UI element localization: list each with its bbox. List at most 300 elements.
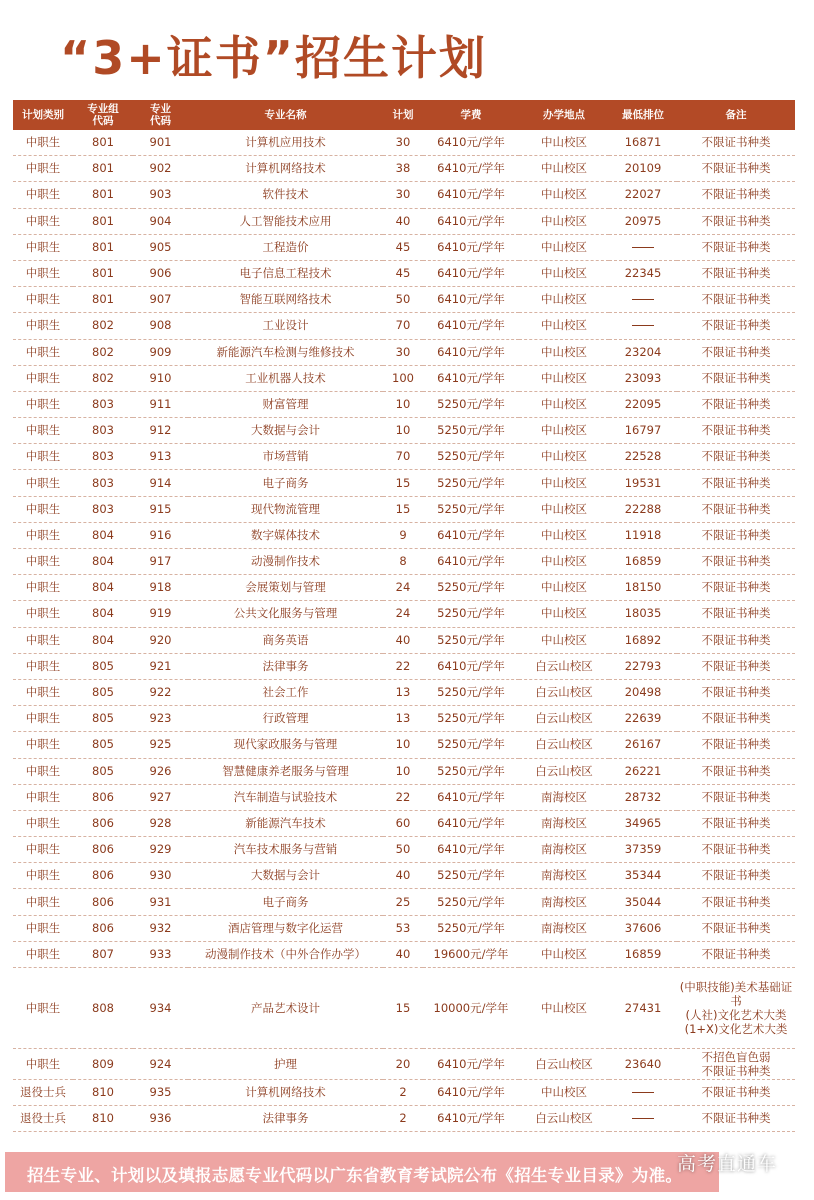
table-row [13,732,795,758]
cell-col-campus: 南海校区 [519,837,609,863]
table-row [13,549,795,575]
cell-col-category: 中职生 [13,260,73,286]
cell-col-category: 中职生 [13,156,73,182]
cell-col-plan: 10 [383,391,423,417]
cell-col-min-rank: 22095 [609,391,677,417]
cell-col-category: 中职生 [13,706,73,732]
cell-col-plan: 10 [383,732,423,758]
cell-col-remarks: 不限证书种类 [677,653,795,679]
table-row [13,156,795,182]
cell-col-major-name: 电子商务 [188,889,383,915]
cell-col-min-rank: 18035 [609,601,677,627]
cell-col-major-code: 935 [133,1080,188,1106]
cell-col-group-code: 803 [73,470,133,496]
cell-col-category: 中职生 [13,522,73,548]
table-row [13,679,795,705]
cell-col-campus: 中山校区 [519,208,609,234]
cell-col-major-name: 酒店管理与数字化运营 [188,915,383,941]
cell-col-major-name: 计算机网络技术 [188,156,383,182]
cell-col-category: 退役士兵 [13,1106,73,1132]
cell-col-campus: 中山校区 [519,287,609,313]
table-body [13,130,795,1132]
cell-col-tuition: 5250元/学年 [423,391,519,417]
cell-col-tuition: 5250元/学年 [423,575,519,601]
cell-col-group-code: 806 [73,889,133,915]
cell-col-plan: 40 [383,863,423,889]
footer-banner [5,1152,719,1192]
cell-col-category: 中职生 [13,732,73,758]
page-title: “3+证书”招生计划 [60,31,488,85]
cell-col-category: 中职生 [13,863,73,889]
cell-col-major-code: 913 [133,444,188,470]
cell-col-group-code: 803 [73,418,133,444]
cell-col-campus: 白云山校区 [519,706,609,732]
cell-col-tuition: 5250元/学年 [423,679,519,705]
cell-col-min-rank [609,234,677,260]
cell-col-group-code: 809 [73,1049,133,1080]
cell-col-plan: 70 [383,313,423,339]
cell-col-group-code: 801 [73,130,133,156]
table-row [13,968,795,1049]
cell-col-min-rank: 23640 [609,1049,677,1080]
cell-col-category: 中职生 [13,627,73,653]
cell-col-major-code: 920 [133,627,188,653]
cell-col-category: 中职生 [13,208,73,234]
cell-col-category: 中职生 [13,1049,73,1080]
table-row [13,313,795,339]
cell-col-campus: 中山校区 [519,1080,609,1106]
cell-col-min-rank: 26167 [609,732,677,758]
no-data-dash [632,299,654,300]
cell-col-group-code: 806 [73,915,133,941]
cell-col-group-code: 805 [73,706,133,732]
cell-col-remarks: 不限证书种类 [677,470,795,496]
cell-col-plan: 22 [383,653,423,679]
cell-col-plan: 8 [383,549,423,575]
cell-col-tuition: 5250元/学年 [423,627,519,653]
cell-col-campus: 中山校区 [519,941,609,967]
cell-col-remarks: 不限证书种类 [677,915,795,941]
cell-col-major-code: 926 [133,758,188,784]
cell-col-group-code: 801 [73,260,133,286]
table-row [13,1049,795,1080]
cell-col-min-rank: 22793 [609,653,677,679]
table-row [13,758,795,784]
table-row [13,365,795,391]
table-row [13,941,795,967]
cell-col-category: 中职生 [13,339,73,365]
cell-col-plan: 40 [383,208,423,234]
cell-col-campus: 南海校区 [519,863,609,889]
watermark: 高考直通车 [677,1153,778,1175]
cell-col-campus: 南海校区 [519,915,609,941]
cell-col-major-code: 923 [133,706,188,732]
cell-col-major-code: 908 [133,313,188,339]
cell-col-campus: 中山校区 [519,365,609,391]
table-row [13,444,795,470]
cell-col-campus: 中山校区 [519,418,609,444]
cell-col-campus: 中山校区 [519,156,609,182]
cell-col-remarks: (中职技能)美术基础证书 (人社)文化艺术大类 (1+X)文化艺术大类 [677,968,795,1049]
cell-col-category: 中职生 [13,234,73,260]
table-row [13,837,795,863]
header-col-min-rank: 最低排位 [609,100,677,130]
cell-col-major-code: 916 [133,522,188,548]
cell-col-tuition: 10000元/学年 [423,968,519,1049]
header-col-category: 计划类别 [13,100,73,130]
cell-col-category: 中职生 [13,601,73,627]
table-row [13,784,795,810]
cell-col-campus: 白云山校区 [519,732,609,758]
footer-note: 招生专业、计划以及填报志愿专业代码以广东省教育考试院公布《招生专业目录》为准。 [27,1166,683,1185]
cell-col-campus: 南海校区 [519,810,609,836]
cell-col-campus: 中山校区 [519,575,609,601]
table-row [13,1106,795,1132]
cell-col-major-code: 928 [133,810,188,836]
cell-col-plan: 24 [383,575,423,601]
cell-col-tuition: 5250元/学年 [423,444,519,470]
cell-col-tuition: 6410元/学年 [423,182,519,208]
cell-col-min-rank: 22288 [609,496,677,522]
cell-col-group-code: 810 [73,1106,133,1132]
cell-col-remarks: 不限证书种类 [677,941,795,967]
table-row [13,496,795,522]
cell-col-group-code: 807 [73,941,133,967]
cell-col-min-rank: 37359 [609,837,677,863]
cell-col-major-code: 917 [133,549,188,575]
cell-col-category: 中职生 [13,365,73,391]
cell-col-remarks: 不限证书种类 [677,706,795,732]
cell-col-tuition: 6410元/学年 [423,313,519,339]
cell-col-major-code: 902 [133,156,188,182]
cell-col-group-code: 805 [73,653,133,679]
cell-col-category: 中职生 [13,968,73,1049]
table-row [13,470,795,496]
cell-col-min-rank: 11918 [609,522,677,548]
cell-col-plan: 22 [383,784,423,810]
cell-col-group-code: 802 [73,313,133,339]
cell-col-plan: 2 [383,1080,423,1106]
cell-col-major-name: 汽车制造与试验技术 [188,784,383,810]
cell-col-tuition: 5250元/学年 [423,601,519,627]
cell-col-min-rank: 27431 [609,968,677,1049]
cell-col-group-code: 803 [73,391,133,417]
cell-col-group-code: 805 [73,679,133,705]
cell-col-min-rank [609,287,677,313]
cell-col-remarks: 不限证书种类 [677,837,795,863]
cell-col-major-code: 934 [133,968,188,1049]
cell-col-min-rank: 16859 [609,549,677,575]
header-col-group-code: 专业组 代码 [73,100,133,130]
cell-col-major-name: 工程造价 [188,234,383,260]
cell-col-major-code: 936 [133,1106,188,1132]
cell-col-remarks: 不限证书种类 [677,732,795,758]
table-row [13,706,795,732]
cell-col-group-code: 805 [73,732,133,758]
cell-col-campus: 中山校区 [519,313,609,339]
cell-col-plan: 45 [383,260,423,286]
table-row [13,234,795,260]
cell-col-campus: 白云山校区 [519,758,609,784]
cell-col-plan: 30 [383,130,423,156]
no-data-dash [632,1118,654,1119]
cell-col-major-code: 906 [133,260,188,286]
cell-col-group-code: 801 [73,208,133,234]
cell-col-tuition: 5250元/学年 [423,915,519,941]
cell-col-group-code: 804 [73,601,133,627]
cell-col-category: 中职生 [13,496,73,522]
cell-col-group-code: 806 [73,810,133,836]
cell-col-group-code: 806 [73,837,133,863]
cell-col-major-name: 新能源汽车技术 [188,810,383,836]
cell-col-plan: 70 [383,444,423,470]
table-row [13,601,795,627]
cell-col-tuition: 6410元/学年 [423,208,519,234]
cell-col-campus: 白云山校区 [519,1049,609,1080]
cell-col-min-rank: 20498 [609,679,677,705]
cell-col-plan: 13 [383,679,423,705]
table-row [13,575,795,601]
table-row [13,339,795,365]
cell-col-major-name: 护理 [188,1049,383,1080]
cell-col-category: 中职生 [13,758,73,784]
cell-col-major-code: 918 [133,575,188,601]
cell-col-remarks: 不限证书种类 [677,287,795,313]
cell-col-remarks: 不限证书种类 [677,130,795,156]
cell-col-campus: 中山校区 [519,130,609,156]
cell-col-min-rank: 22639 [609,706,677,732]
cell-col-tuition: 5250元/学年 [423,706,519,732]
cell-col-group-code: 802 [73,365,133,391]
cell-col-major-code: 924 [133,1049,188,1080]
cell-col-plan: 40 [383,941,423,967]
cell-col-plan: 25 [383,889,423,915]
cell-col-remarks: 不限证书种类 [677,1106,795,1132]
cell-col-campus: 中山校区 [519,234,609,260]
no-data-dash [632,1092,654,1093]
cell-col-major-code: 922 [133,679,188,705]
cell-col-major-code: 912 [133,418,188,444]
no-data-dash [632,247,654,248]
cell-col-major-name: 智慧健康养老服务与管理 [188,758,383,784]
cell-col-tuition: 6410元/学年 [423,234,519,260]
cell-col-major-code: 911 [133,391,188,417]
cell-col-campus: 白云山校区 [519,1106,609,1132]
cell-col-category: 中职生 [13,784,73,810]
cell-col-major-name: 法律事务 [188,1106,383,1132]
cell-col-remarks: 不限证书种类 [677,496,795,522]
cell-col-remarks: 不限证书种类 [677,156,795,182]
cell-col-min-rank [609,1106,677,1132]
cell-col-min-rank: 19531 [609,470,677,496]
cell-col-tuition: 6410元/学年 [423,1049,519,1080]
cell-col-remarks: 不限证书种类 [677,575,795,601]
cell-col-tuition: 6410元/学年 [423,260,519,286]
table-row [13,418,795,444]
cell-col-group-code: 804 [73,522,133,548]
cell-col-major-name: 大数据与会计 [188,863,383,889]
cell-col-major-name: 软件技术 [188,182,383,208]
cell-col-campus: 中山校区 [519,522,609,548]
cell-col-tuition: 5250元/学年 [423,732,519,758]
table-row [13,863,795,889]
cell-col-plan: 15 [383,470,423,496]
cell-col-major-name: 计算机应用技术 [188,130,383,156]
cell-col-tuition: 6410元/学年 [423,1106,519,1132]
cell-col-tuition: 6410元/学年 [423,130,519,156]
cell-col-major-name: 行政管理 [188,706,383,732]
cell-col-group-code: 801 [73,182,133,208]
cell-col-min-rank: 20975 [609,208,677,234]
cell-col-campus: 南海校区 [519,889,609,915]
cell-col-remarks: 不限证书种类 [677,1080,795,1106]
table-header [13,100,795,130]
table-row [13,915,795,941]
cell-col-group-code: 802 [73,339,133,365]
cell-col-campus: 白云山校区 [519,679,609,705]
table-row [13,130,795,156]
cell-col-major-name: 工业设计 [188,313,383,339]
cell-col-remarks: 不限证书种类 [677,444,795,470]
cell-col-major-name: 数字媒体技术 [188,522,383,548]
cell-col-remarks: 不限证书种类 [677,810,795,836]
cell-col-min-rank [609,1080,677,1106]
cell-col-plan: 9 [383,522,423,548]
cell-col-min-rank: 34965 [609,810,677,836]
cell-col-remarks: 不限证书种类 [677,863,795,889]
cell-col-remarks: 不限证书种类 [677,889,795,915]
cell-col-tuition: 5250元/学年 [423,889,519,915]
cell-col-campus: 中山校区 [519,444,609,470]
cell-col-tuition: 6410元/学年 [423,1080,519,1106]
cell-col-tuition: 5250元/学年 [423,418,519,444]
cell-col-major-name: 会展策划与管理 [188,575,383,601]
table-row [13,182,795,208]
cell-col-remarks: 不限证书种类 [677,418,795,444]
cell-col-category: 中职生 [13,941,73,967]
cell-col-category: 中职生 [13,470,73,496]
cell-col-min-rank: 16892 [609,627,677,653]
cell-col-major-code: 901 [133,130,188,156]
cell-col-min-rank: 22345 [609,260,677,286]
cell-col-category: 中职生 [13,313,73,339]
cell-col-category: 中职生 [13,444,73,470]
cell-col-min-rank: 22528 [609,444,677,470]
cell-col-tuition: 5250元/学年 [423,863,519,889]
cell-col-major-code: 903 [133,182,188,208]
cell-col-min-rank: 37606 [609,915,677,941]
cell-col-min-rank: 35344 [609,863,677,889]
cell-col-major-name: 公共文化服务与管理 [188,601,383,627]
header-col-major-code: 专业 代码 [133,100,188,130]
table-row [13,287,795,313]
cell-col-remarks: 不限证书种类 [677,522,795,548]
cell-col-campus: 中山校区 [519,601,609,627]
cell-col-tuition: 5250元/学年 [423,758,519,784]
cell-col-category: 中职生 [13,810,73,836]
cell-col-major-code: 907 [133,287,188,313]
cell-col-min-rank: 16797 [609,418,677,444]
cell-col-major-name: 法律事务 [188,653,383,679]
cell-col-plan: 10 [383,418,423,444]
cell-col-min-rank: 16871 [609,130,677,156]
cell-col-major-code: 919 [133,601,188,627]
cell-col-tuition: 6410元/学年 [423,653,519,679]
cell-col-major-name: 现代物流管理 [188,496,383,522]
cell-col-campus: 中山校区 [519,182,609,208]
cell-col-remarks: 不限证书种类 [677,601,795,627]
cell-col-plan: 24 [383,601,423,627]
cell-col-plan: 30 [383,339,423,365]
cell-col-major-code: 933 [133,941,188,967]
cell-col-plan: 45 [383,234,423,260]
cell-col-tuition: 5250元/学年 [423,470,519,496]
cell-col-category: 中职生 [13,182,73,208]
cell-col-category: 退役士兵 [13,1080,73,1106]
cell-col-category: 中职生 [13,889,73,915]
cell-col-major-name: 智能互联网络技术 [188,287,383,313]
cell-col-category: 中职生 [13,130,73,156]
cell-col-category: 中职生 [13,679,73,705]
header-col-tuition: 学费 [423,100,519,130]
cell-col-major-code: 905 [133,234,188,260]
cell-col-major-code: 904 [133,208,188,234]
cell-col-major-code: 930 [133,863,188,889]
table-row [13,810,795,836]
cell-col-min-rank: 18150 [609,575,677,601]
cell-col-tuition: 19600元/学年 [423,941,519,967]
enrollment-plan-table [13,100,795,1132]
cell-col-group-code: 801 [73,287,133,313]
cell-col-campus: 南海校区 [519,784,609,810]
cell-col-min-rank: 35044 [609,889,677,915]
table-row [13,391,795,417]
cell-col-remarks: 不限证书种类 [677,391,795,417]
cell-col-major-code: 927 [133,784,188,810]
cell-col-major-name: 汽车技术服务与营销 [188,837,383,863]
cell-col-plan: 2 [383,1106,423,1132]
header-col-campus: 办学地点 [519,100,609,130]
cell-col-plan: 53 [383,915,423,941]
cell-col-tuition: 6410元/学年 [423,837,519,863]
cell-col-group-code: 801 [73,156,133,182]
cell-col-campus: 中山校区 [519,549,609,575]
cell-col-group-code: 806 [73,784,133,810]
cell-col-plan: 13 [383,706,423,732]
cell-col-tuition: 6410元/学年 [423,549,519,575]
cell-col-major-name: 新能源汽车检测与维修技术 [188,339,383,365]
cell-col-remarks: 不限证书种类 [677,549,795,575]
cell-col-remarks: 不限证书种类 [677,260,795,286]
cell-col-major-code: 925 [133,732,188,758]
cell-col-group-code: 803 [73,496,133,522]
cell-col-major-name: 大数据与会计 [188,418,383,444]
header-col-plan: 计划 [383,100,423,130]
cell-col-remarks: 不限证书种类 [677,234,795,260]
cell-col-major-name: 电子信息工程技术 [188,260,383,286]
cell-col-remarks: 不限证书种类 [677,182,795,208]
cell-col-plan: 50 [383,837,423,863]
cell-col-category: 中职生 [13,915,73,941]
cell-col-plan: 50 [383,287,423,313]
cell-col-plan: 20 [383,1049,423,1080]
cell-col-group-code: 806 [73,863,133,889]
cell-col-category: 中职生 [13,653,73,679]
cell-col-remarks: 不招色盲色弱 不限证书种类 [677,1049,795,1080]
cell-col-min-rank: 28732 [609,784,677,810]
table-row [13,889,795,915]
cell-col-campus: 中山校区 [519,496,609,522]
